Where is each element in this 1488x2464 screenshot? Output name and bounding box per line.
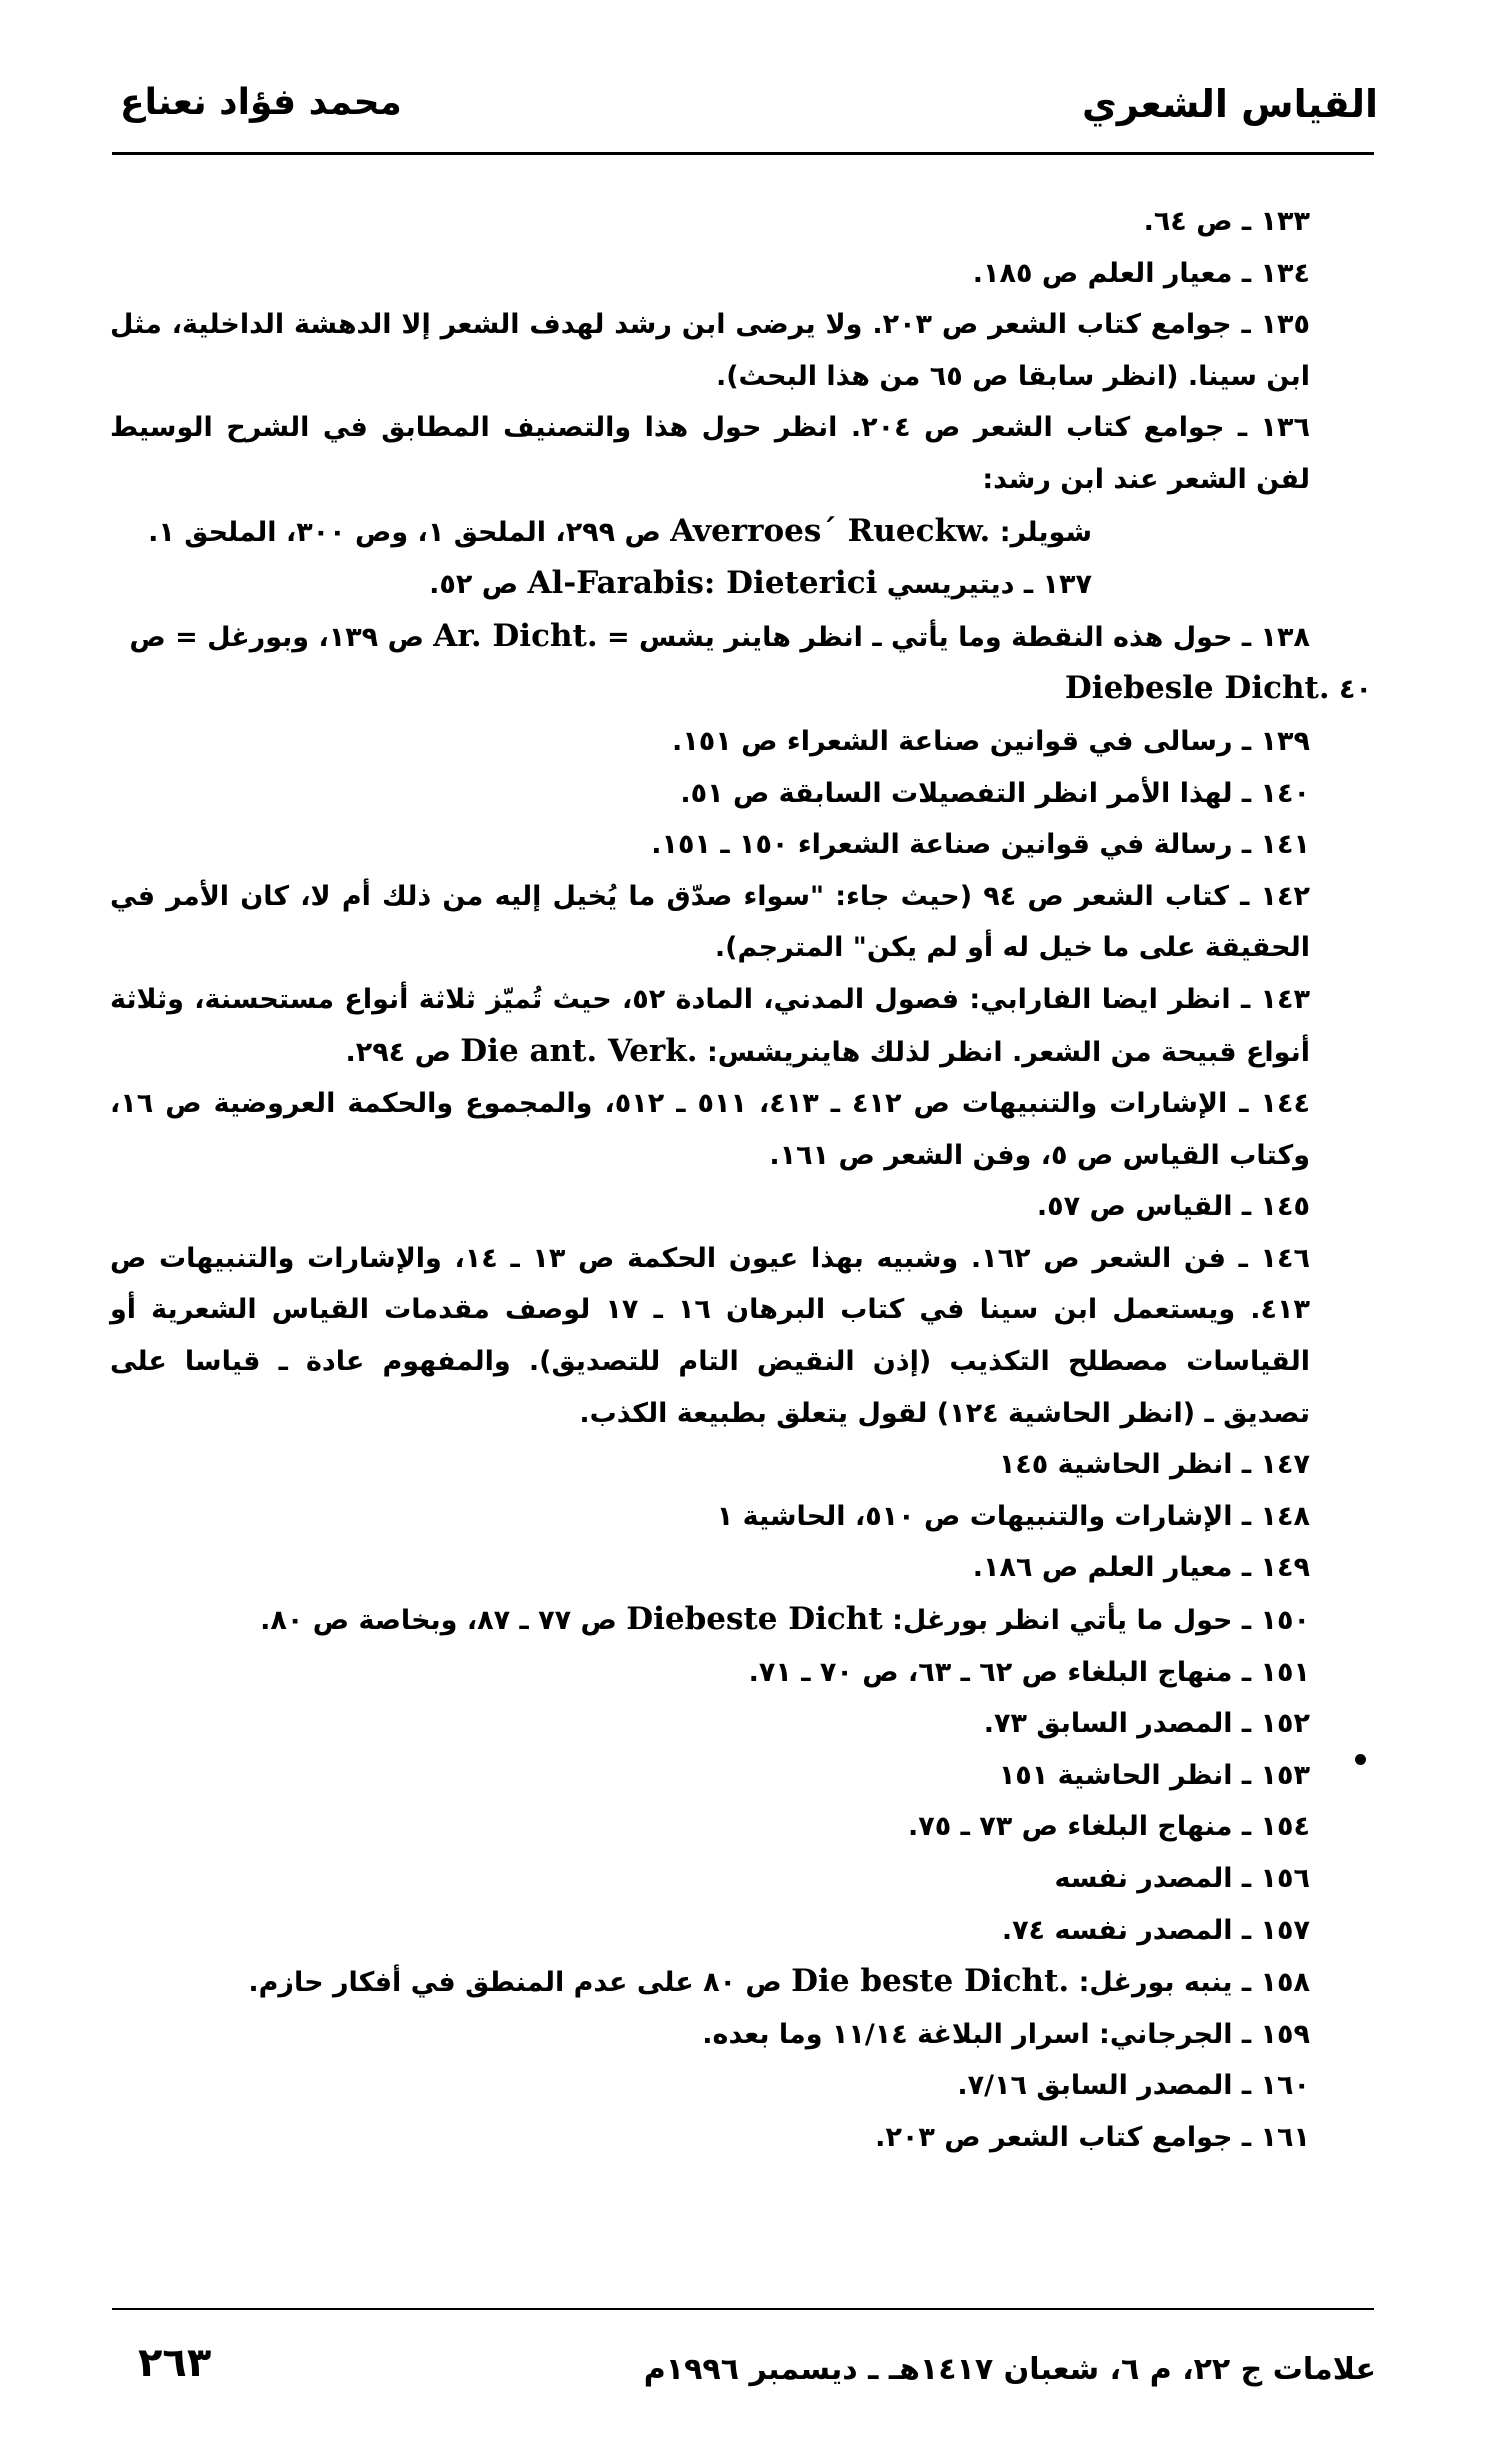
- footer-rule: [112, 2308, 1374, 2310]
- endnote-item: [110, 1956, 1372, 2009]
- endnote-item: [110, 1078, 1372, 1181]
- endnote-item: [110, 2060, 1372, 2112]
- endnote-item: [110, 1750, 1372, 1802]
- endnote-item: [110, 663, 1372, 716]
- endnote-item: [110, 1491, 1372, 1543]
- endnote-text: ١٤٠ ـ لهذا الأمر انظر التفصيلات السابقة ص ٥١.: [680, 777, 1310, 809]
- endnote-text: ١٣٤ ـ معيار العلم ص ١٨٥.: [972, 257, 1310, 289]
- endnote-text: ١٥٧ ـ المصدر نفسه ٧٤.: [1001, 1914, 1310, 1946]
- endnote-text: ١٦٠ ـ المصدر السابق ٧/١٦.: [957, 2070, 1310, 2102]
- endnote-item: [110, 871, 1372, 974]
- endnote-text: ١٦١ ـ جوامع كتاب الشعر ص ٢٠٣.: [875, 2121, 1310, 2153]
- running-author: محمد فؤاد نعناع: [120, 82, 402, 123]
- latin-reference: Diebesle Dicht.: [1064, 670, 1330, 707]
- endnote-text-continued: ص ٧٧ ـ ٨٧، وبخاصة ص ٨٠.: [260, 1605, 627, 1637]
- page-number: ٢٦٣: [138, 2340, 212, 2386]
- endnote-text-continued: ص ١٣٩، وبورغل = ص: [129, 621, 434, 653]
- endnote-item: [110, 974, 1372, 1078]
- endnote-text: ١٥٦ ـ المصدر نفسه: [1054, 1863, 1310, 1894]
- endnotes-list: [110, 196, 1372, 2164]
- bullet-mark: [1355, 1754, 1366, 1765]
- endnote-item: [110, 1853, 1372, 1905]
- latin-reference: Die beste Dicht.: [791, 1963, 1070, 2000]
- endnote-text-continued: ص ٢٩٤.: [345, 1036, 461, 1068]
- endnote-text: ١٥٢ ـ المصدر السابق ٧٣.: [983, 1708, 1310, 1740]
- endnote-item: [110, 558, 1372, 611]
- endnote-item: [110, 1439, 1372, 1491]
- endnote-item: [110, 196, 1372, 248]
- endnote-item: [110, 2112, 1372, 2164]
- endnote-text: ١٣٣ ـ ص ٦٤.: [1143, 206, 1310, 237]
- endnote-item: [110, 299, 1372, 402]
- endnote-text: ٤٠: [1329, 674, 1372, 706]
- endnote-text: ١٥٤ ـ منهاج البلغاء ص ٧٣ ـ ٧٥.: [907, 1811, 1310, 1843]
- endnote-text: ١٣٩ ـ رسالى في قوانين صناعة الشعراء ص ١٥١.: [672, 725, 1310, 757]
- endnote-text-continued: ص ٥٢.: [429, 569, 528, 601]
- endnote-text: ١٥٨ ـ ينبه بورغل:: [1069, 1967, 1310, 1999]
- endnote-text: ١٥٣ ـ انظر الحاشية ١٥١: [998, 1759, 1310, 1791]
- endnote-text: ١٤٢ ـ كتاب الشعر ص ٩٤ (حيث جاء: "سواء صدّق ما يُخيل إليه من ذلك أم لا، كان الأمر في الحقيقة على ما خيل له أو لم يكن" المترجم).: [110, 880, 1310, 964]
- endnote-text: ١٤٦ ـ فن الشعر ص ١٦٢. وشبيه بهذا عيون الحكمة ص ١٣ ـ ١٤، والإشارات والتنبيهات ص ٤١٣. ويستعمل ابن سينا في كتاب البرهان ١٦ ـ ١٧ لوصف مقدمات القياس الشعرية أو القياسات مصطلح التكذيب (إذن النقيض التام للتصديق). والمفهوم عادة ـ قياسا على تصديق ـ (انظر الحاشية ١٢٤) لقول يتعلق بطبيعة الكذب.: [110, 1242, 1310, 1429]
- header-rule: [112, 152, 1374, 155]
- endnote-item: [110, 819, 1372, 871]
- endnote-item: [110, 611, 1372, 664]
- endnote-item: [110, 2009, 1372, 2061]
- endnote-text: ١٤٨ ـ الإشارات والتنبيهات ص ٥١٠، الحاشية ١: [716, 1500, 1310, 1532]
- endnote-item: [110, 248, 1372, 300]
- endnote-item: [110, 1233, 1372, 1439]
- endnote-item: [110, 1542, 1372, 1594]
- endnote-item: [110, 1594, 1372, 1647]
- endnote-text-continued: ص ٨٠ على عدم المنطق في أفكار حازم.: [248, 1967, 792, 1999]
- latin-reference: Averroes´ Rueckw.: [670, 512, 991, 549]
- endnote-item: [110, 506, 1372, 559]
- endnote-text: ١٤٤ ـ الإشارات والتنبيهات ص ٤١٢ ـ ٤١٣، ٥١١ ـ ٥١٢، والمجموع والحكمة العروضية ص ١٦، وكتاب القياس ص ٥، وفن الشعر ص ١٦١.: [110, 1088, 1310, 1171]
- endnote-item: [110, 716, 1372, 768]
- latin-reference: Die ant. Verk.: [460, 1032, 698, 1069]
- endnote-text: ١٤٩ ـ معيار العلم ص ١٨٦.: [972, 1552, 1310, 1584]
- endnote-item: [110, 402, 1372, 505]
- endnote-text: ١٥٠ ـ حول ما يأتي انظر بورغل:: [882, 1605, 1310, 1637]
- endnote-text: ١٤٧ ـ انظر الحاشية ١٤٥: [998, 1449, 1310, 1481]
- endnote-text: ١٥٩ ـ الجرجاني: اسرار البلاغة ١١/١٤ وما بعده.: [702, 2018, 1310, 2050]
- endnote-text: ١٤٥ ـ القياس ص ٥٧.: [1036, 1191, 1310, 1223]
- endnote-item: [110, 768, 1372, 820]
- endnote-item: [110, 1905, 1372, 1957]
- running-title: القياس الشعري: [1082, 82, 1378, 126]
- latin-reference: Al-Farabis: Dieterici: [527, 565, 878, 602]
- endnote-text: ١٣٥ ـ جوامع كتاب الشعر ص ٢٠٣. ولا يرضى ابن رشد لهدف الشعر إلا الدهشة الداخلية، مثل ابن سينا. (انظر سابقا ص ٦٥ من هذا البحث).: [110, 309, 1311, 392]
- endnote-text: ١٥١ ـ منهاج البلغاء ص ٦٢ ـ ٦٣، ص ٧٠ ـ ٧١.: [748, 1656, 1310, 1688]
- endnote-text: شويلر:: [990, 516, 1092, 548]
- latin-reference: Ar. Dicht.: [433, 617, 598, 654]
- endnote-item: [110, 1647, 1372, 1699]
- endnote-text-continued: ص ٢٩٩، الملحق ١، وص ٣٠٠، الملحق ١.: [148, 516, 671, 548]
- endnote-item: [110, 1698, 1372, 1750]
- endnote-text: ١٣٧ ـ ديتيريسي: [877, 569, 1092, 601]
- endnote-item: [110, 1181, 1372, 1233]
- endnote-item: [110, 1801, 1372, 1853]
- endnote-text: ١٣٨ ـ حول هذه النقطة وما يأتي ـ انظر هاينر يشس =: [597, 621, 1310, 653]
- latin-reference: Diebeste Dicht: [626, 1601, 883, 1638]
- endnote-text: ١٤٣ ـ انظر ايضا الفارابي: فصول المدني، المادة ٥٢، حيث تُميّز ثلاثة أنواع مستحسنة، وثلاثة أنواع قبيحة من الشعر. انظر لذلك هاينريشس:: [110, 983, 1310, 1068]
- endnote-text: ١٤١ ـ رسالة في قوانين صناعة الشعراء ١٥٠ ـ ١٥١.: [651, 829, 1310, 861]
- endnote-text: ١٣٦ ـ جوامع كتاب الشعر ص ٢٠٤. انظر حول هذا والتصنيف المطابق في الشرح الوسيط لفن الشعر عند ابن رشد:: [110, 412, 1310, 495]
- journal-citation: علامات ج ٢٢، م ٦، شعبان ١٤١٧هـ ـ ديسمبر ١٩٩٦م: [643, 2352, 1376, 2387]
